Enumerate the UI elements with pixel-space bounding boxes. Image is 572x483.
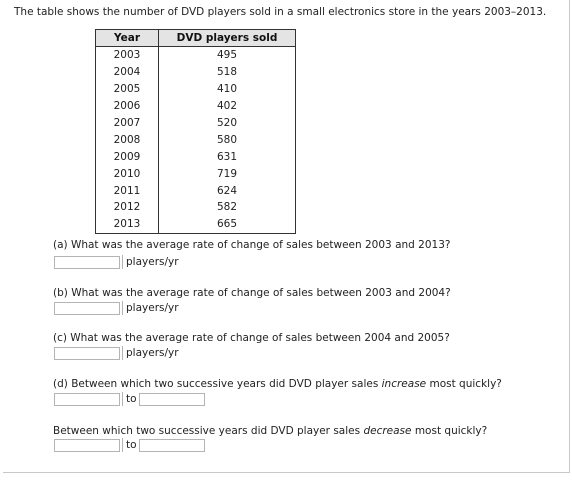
question-d-text-end: most quickly? (426, 378, 502, 390)
sold-cell: 518 (216, 66, 238, 79)
sales-table (95, 29, 296, 234)
answer-d-to-label: to (126, 393, 137, 405)
question-d-text-start: (d) Between which two successive years did DVD player sales (53, 378, 382, 390)
table-row (96, 115, 296, 132)
answer-c-unit: players/yr (126, 347, 179, 359)
input-divider (122, 301, 123, 315)
year-cell: 2005 (96, 81, 159, 98)
year-cell: 2012 (96, 199, 159, 216)
table-row (96, 165, 296, 182)
question-e-text (53, 425, 487, 437)
question-d-text (53, 378, 502, 390)
answer-e-to-label: to (126, 439, 137, 451)
year-cell: 2013 (96, 216, 159, 233)
answer-e-from-input[interactable] (54, 439, 120, 452)
sold-cell: 719 (216, 167, 238, 180)
sold-cell: 410 (216, 83, 238, 96)
year-cell: 2010 (96, 165, 159, 182)
answer-d-to-input[interactable] (139, 393, 205, 406)
question-c-text: (c) What was the average rate of change of sales between 2004 and 2005? (53, 332, 450, 344)
table-row (96, 98, 296, 115)
problem-statement: The table shows the number of DVD players sold in a small electronics store in the years 2003–2013. (14, 6, 547, 18)
table-row (96, 182, 296, 199)
answer-a-input[interactable] (54, 256, 120, 269)
answer-b-unit: players/yr (126, 302, 179, 314)
sold-cell: 665 (216, 218, 238, 231)
year-cell: 2006 (96, 98, 159, 115)
table-row (96, 131, 296, 148)
answer-c-input[interactable] (54, 347, 120, 360)
sold-cell: 631 (216, 150, 238, 163)
year-cell: 2007 (96, 115, 159, 132)
year-cell: 2011 (96, 182, 159, 199)
year-cell: 2004 (96, 64, 159, 81)
answer-d-from-input[interactable] (54, 393, 120, 406)
answer-e-to-input[interactable] (139, 439, 205, 452)
input-divider (122, 438, 123, 452)
answer-a-unit: players/yr (126, 256, 179, 268)
table-row (96, 148, 296, 165)
question-b-text: (b) What was the average rate of change of sales between 2003 and 2004? (53, 287, 451, 299)
table-header-row (96, 30, 296, 47)
input-divider (122, 255, 123, 269)
year-cell: 2003 (96, 47, 159, 64)
question-e-text-end: most quickly? (411, 425, 488, 437)
table-row (96, 64, 296, 81)
year-cell: 2008 (96, 131, 159, 148)
table-row (96, 47, 296, 64)
sold-cell: 495 (216, 49, 238, 62)
question-e-emphasis: decrease (363, 425, 412, 437)
table-row (96, 216, 296, 233)
sold-cell: 402 (216, 100, 238, 113)
sold-cell: 624 (216, 184, 238, 197)
year-cell: 2009 (96, 148, 159, 165)
sold-cell: 582 (216, 201, 238, 214)
answer-b-input[interactable] (54, 302, 120, 315)
input-divider (122, 346, 123, 360)
sold-cell: 580 (216, 133, 238, 146)
column-header-sold: DVD players sold (159, 30, 296, 47)
sold-cell: 520 (216, 117, 238, 129)
table-row (96, 81, 296, 98)
input-divider (122, 392, 123, 406)
question-a-text: (a) What was the average rate of change of sales between 2003 and 2013? (53, 239, 451, 251)
question-d-emphasis: increase (381, 378, 427, 390)
table-row (96, 199, 296, 216)
question-e-text-start: Between which two successive years did DVD player sales (53, 425, 364, 437)
column-header-year: Year (96, 30, 159, 47)
